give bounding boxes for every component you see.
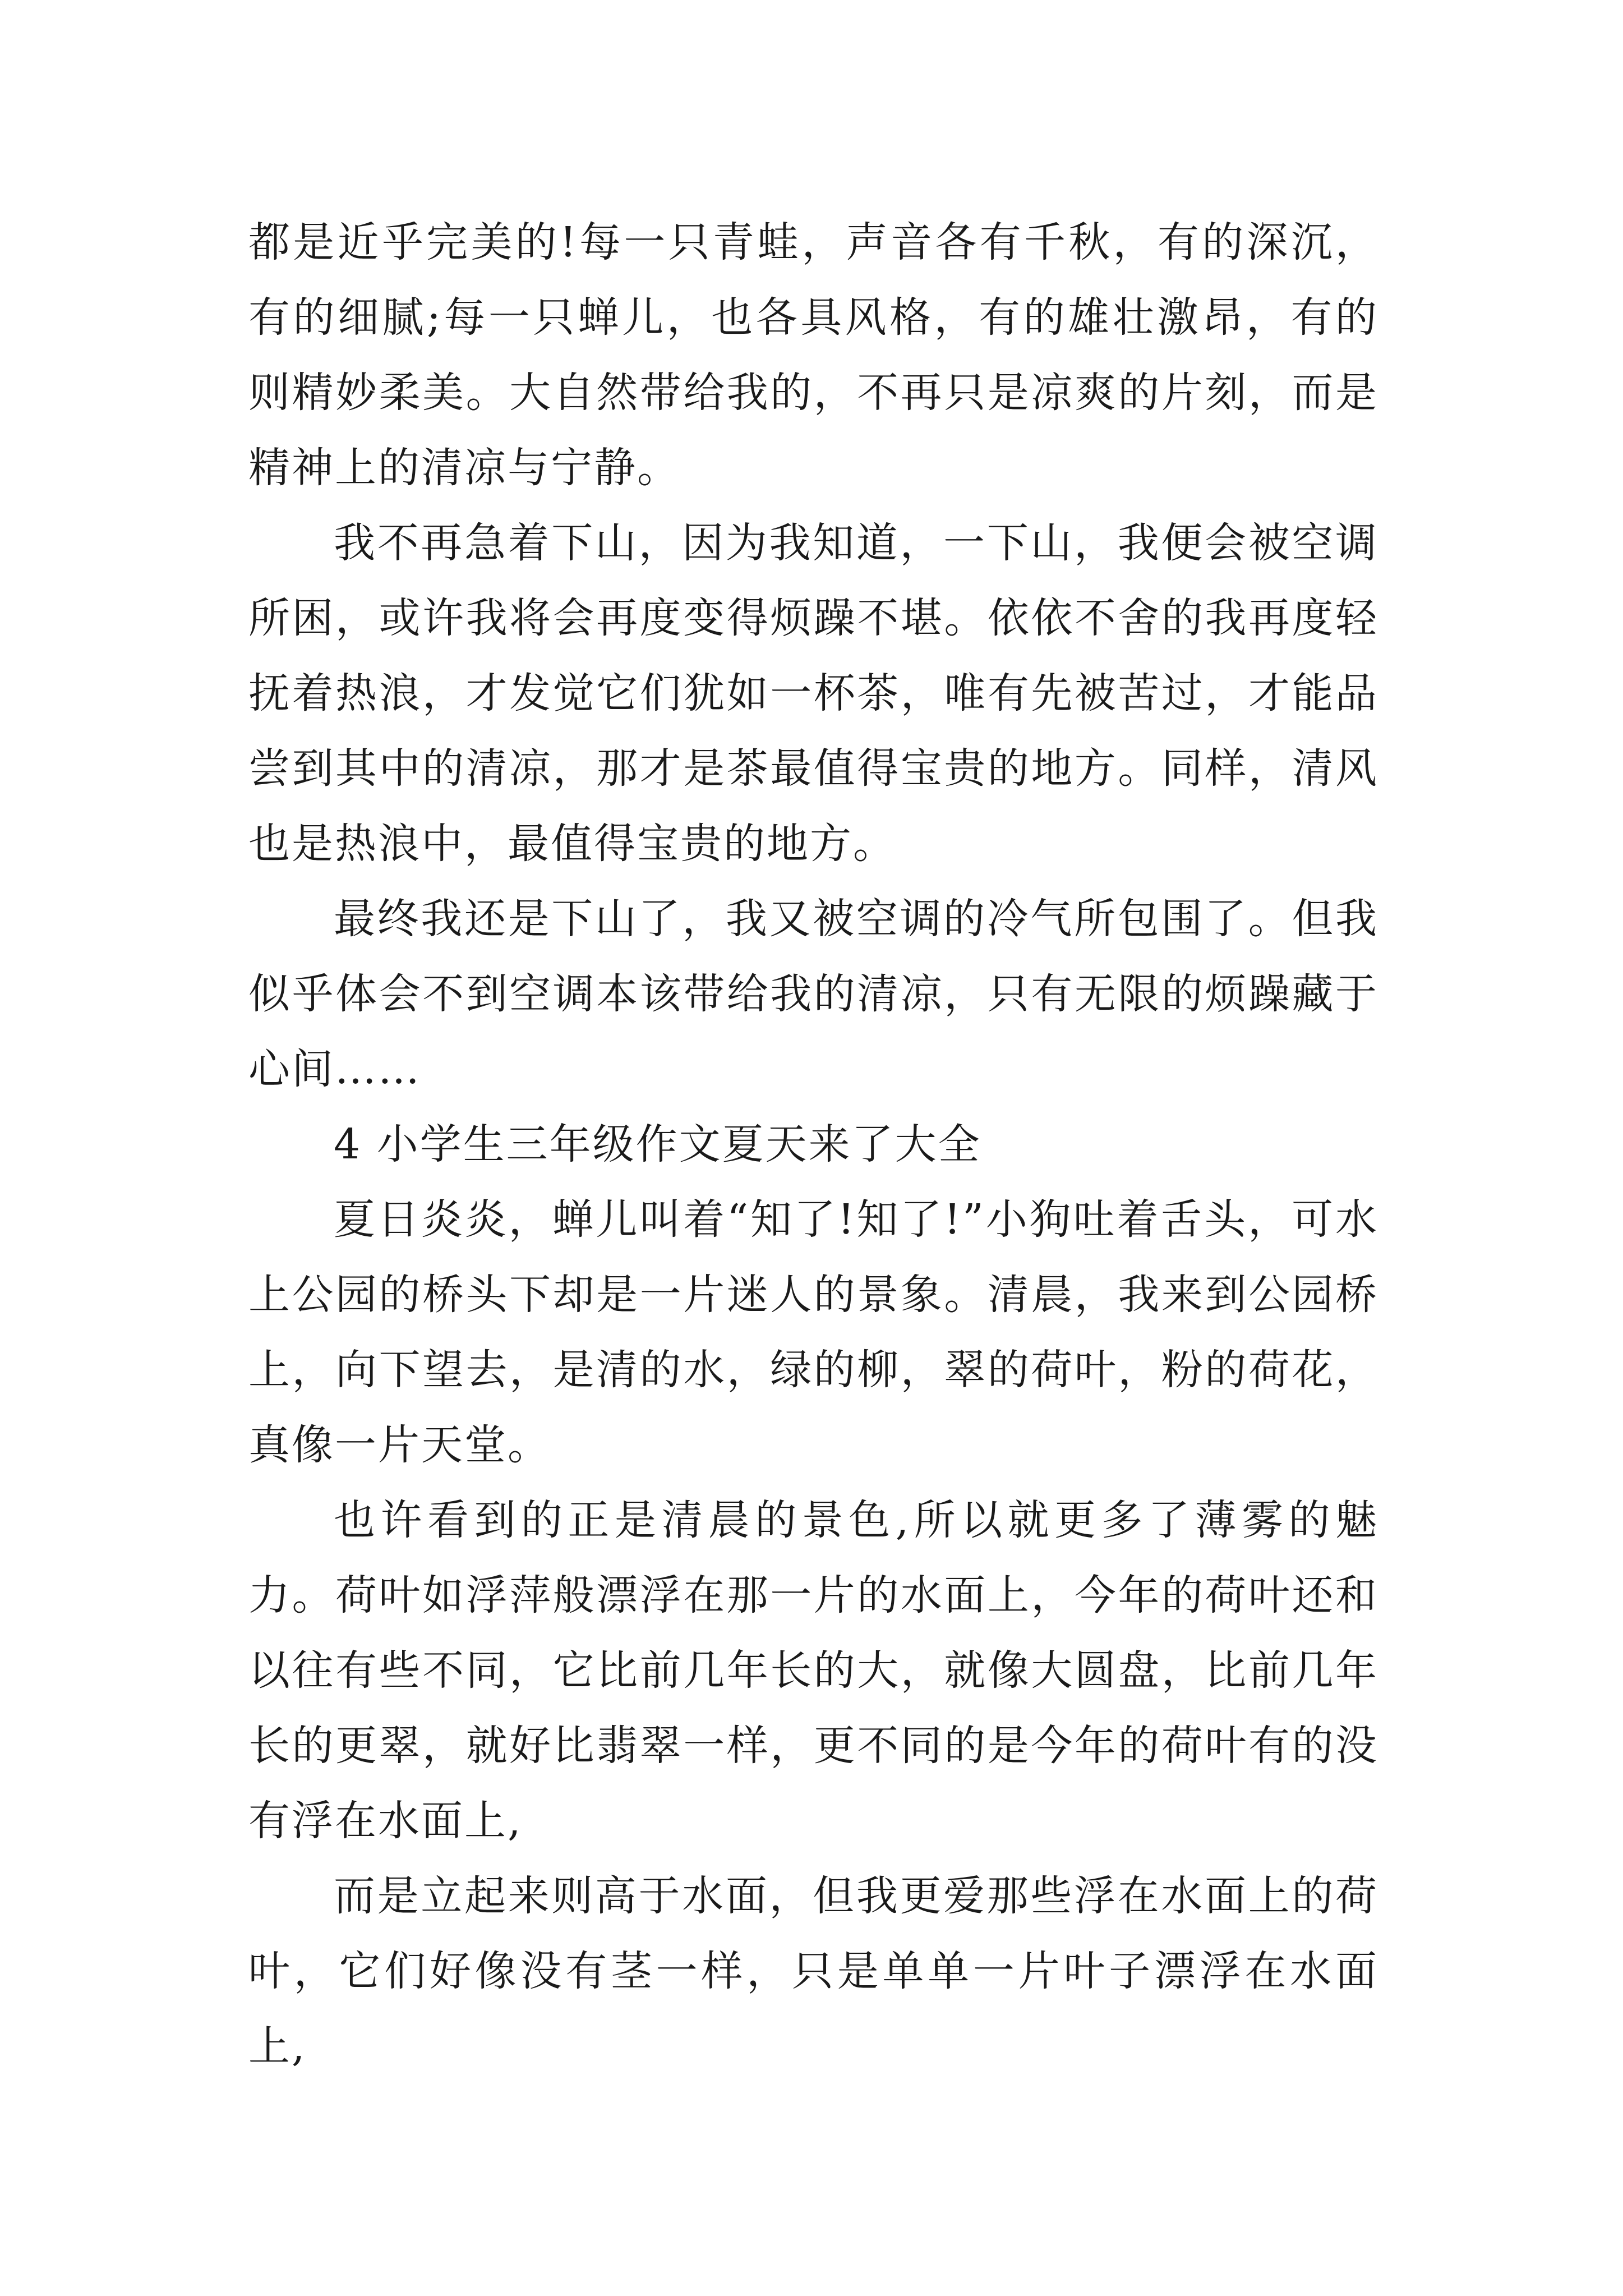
paragraph-4: 夏日炎炎，蝉儿叫着“知了!知了!”小狗吐着舌头，可水上公园的桥头下却是一片迷人的景象。清晨，我来到公园桥上，向下望去，是清的水，绿的柳，翠的荷叶，粉的荷花，真像一片天堂。 — [248, 1195, 1378, 1469]
section-heading: 4 小学生三年级作文夏天来了大全 — [334, 1120, 981, 1168]
paragraph-1: 都是近乎完美的!每一只青蛙，声音各有千秋，有的深沉，有的细腻;每一只蝉儿，也各具风格，有的雄壮激昂，有的则精妙柔美。大自然带给我的，不再只是凉爽的片刻，而是精神上的清凉与宁静。 — [248, 218, 1378, 492]
paragraph-6: 而是立起来则高于水面，但我更爱那些浮在水面上的荷叶，它们好像没有茎一样，只是单单一片叶子漂浮在水面上, — [248, 1872, 1378, 2070]
paragraph-5: 也许看到的正是清晨的景色,所以就更多了薄雾的魅力。荷叶如浮萍般漂浮在那一片的水面上，今年的荷叶还和以往有些不同，它比前几年长的大，就像大圆盘，比前几年长的更翠，就好比翡翠一样，更不同的是今年的荷叶有的没有浮在水面上, — [248, 1496, 1378, 1845]
essay-body — [248, 205, 1378, 2084]
paragraph-3: 最终我还是下山了，我又被空调的冷气所包围了。但我似乎体会不到空调本该带给我的清凉，只有无限的烦躁藏于心间…… — [248, 895, 1378, 1093]
paragraph-2: 我不再急着下山，因为我知道，一下山，我便会被空调所困，或许我将会再度变得烦躁不堪。依依不舍的我再度轻抚着热浪，才发觉它们犹如一杯茶，唯有先被苦过，才能品尝到其中的清凉，那才是茶最值得宝贵的地方。同样，清风也是热浪中，最值得宝贵的地方。 — [248, 519, 1378, 868]
